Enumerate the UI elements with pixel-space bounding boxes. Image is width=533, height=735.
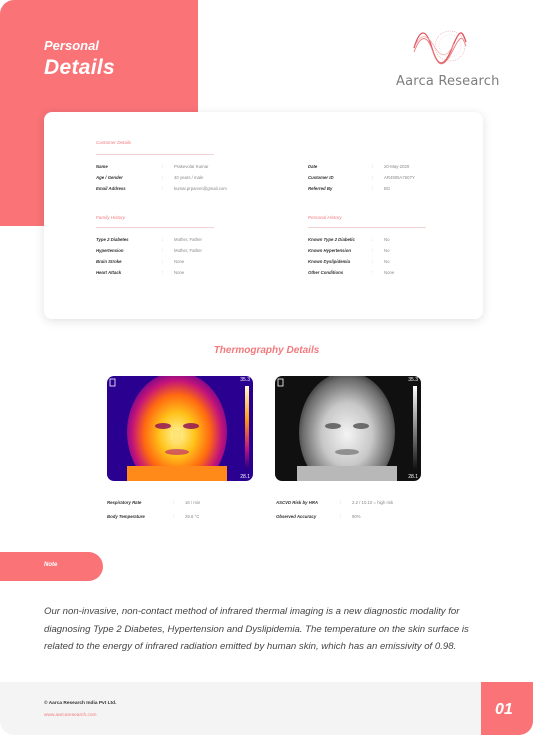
field-value: Mother, Father (174, 248, 202, 253)
temp-min-label: 28.1 (240, 474, 250, 480)
field-label: Date (308, 164, 318, 169)
page-title-top: Personal (44, 38, 99, 53)
field-label: Heart Attack (96, 270, 122, 275)
note-label: Note (44, 562, 58, 568)
thermal-gray-image (275, 376, 421, 481)
field-value: No (384, 248, 390, 253)
field-label: Known Hypertension (308, 248, 351, 253)
field-value: 20-May-2020 (384, 164, 410, 169)
field-value: None (174, 270, 185, 275)
customer-details-heading: Customer Details (96, 140, 132, 145)
field-value: AR4905A7607Y (384, 175, 415, 180)
field-value: 90% (352, 514, 361, 519)
field-label: Referred By (308, 186, 333, 191)
field-colon: : (173, 500, 175, 505)
field-colon: : (340, 500, 342, 505)
field-value: 40 years / male (174, 175, 204, 180)
thermal-color-image (107, 376, 253, 481)
field-value: Prakevolar Kumar (174, 164, 209, 169)
field-value: None (384, 270, 395, 275)
field-value: No (384, 259, 390, 264)
note-paragraph: Our non-invasive, non-contact method of infrared thermal imaging is a new diagnostic modality for diagnosing Type 2 Diabetes, Hypertension and Dyslipidemia. The temperature on the skin surface is related to the energy of infrared radiation emitted by human skin, which has an emissivity of 0.98. (44, 606, 469, 652)
field-label: Brain Stroke (96, 259, 122, 264)
field-colon: : (372, 248, 374, 253)
field-label: Known Type 2 Diabetic (308, 237, 355, 242)
field-colon: : (162, 248, 164, 253)
field-value: 2.2 / 10.10 = high risk (352, 500, 394, 505)
field-colon: : (372, 175, 374, 180)
field-label: Age / Gender (96, 175, 123, 180)
details-card (44, 112, 483, 319)
note-tag (0, 552, 103, 581)
field-label: Hypertension (96, 248, 124, 253)
field-colon: : (372, 186, 374, 191)
temp-max-label: 35.3 (408, 377, 418, 383)
field-colon: : (372, 164, 374, 169)
field-label: ASCVD Risk by HRA (276, 500, 319, 505)
brand-logo (392, 26, 500, 92)
field-label: Observed Accuracy (276, 514, 317, 519)
field-colon: : (162, 237, 164, 242)
field-colon: : (162, 186, 164, 191)
field-label: Type 2 Diabetes (96, 237, 129, 242)
footer (0, 682, 533, 735)
field-label: Respiratory Rate (107, 500, 142, 505)
field-colon: : (372, 270, 374, 275)
field-value: Mother, Father (174, 237, 202, 242)
page-number: 01 (495, 701, 513, 718)
field-colon: : (162, 270, 164, 275)
field-value: BG (384, 186, 391, 191)
field-colon: : (372, 237, 374, 242)
thermography-heading: Thermography Details (213, 345, 320, 356)
website-link[interactable]: www.aarcaresearch.com (44, 713, 97, 718)
field-label: Other Conditions (308, 270, 344, 275)
field-colon: : (162, 259, 164, 264)
temp-max-label: 35.3 (240, 377, 250, 383)
personal-history-heading: Personal History (308, 215, 342, 220)
field-value: 29.6 °C (185, 514, 200, 519)
field-value: No (384, 237, 390, 242)
brand-name: Aarca Research (396, 74, 500, 89)
field-label: Body Temperature (107, 514, 145, 519)
page-title: Details (44, 56, 115, 79)
field-label: Name (96, 164, 108, 169)
field-colon: : (162, 164, 164, 169)
field-value: 16 / min (185, 500, 201, 505)
wave-logo-icon (412, 26, 468, 70)
field-colon: : (340, 514, 342, 519)
copyright-text: © Aarca Research India Pvt Ltd. (44, 701, 117, 706)
divider (96, 227, 214, 228)
field-colon: : (162, 175, 164, 180)
divider (96, 154, 214, 155)
field-value: kumar.prparver@gmail.com (174, 186, 227, 191)
field-colon: : (173, 514, 175, 519)
family-history-heading: Family History (96, 215, 126, 220)
field-colon: : (372, 259, 374, 264)
field-label: Email Address (96, 186, 126, 191)
field-label: Known Dyslipidemia (308, 259, 351, 264)
field-value: None (174, 259, 185, 264)
page-number-badge (481, 682, 533, 735)
field-label: Customer ID (308, 175, 334, 180)
divider (308, 227, 426, 228)
temp-min-label: 28.1 (408, 474, 418, 480)
